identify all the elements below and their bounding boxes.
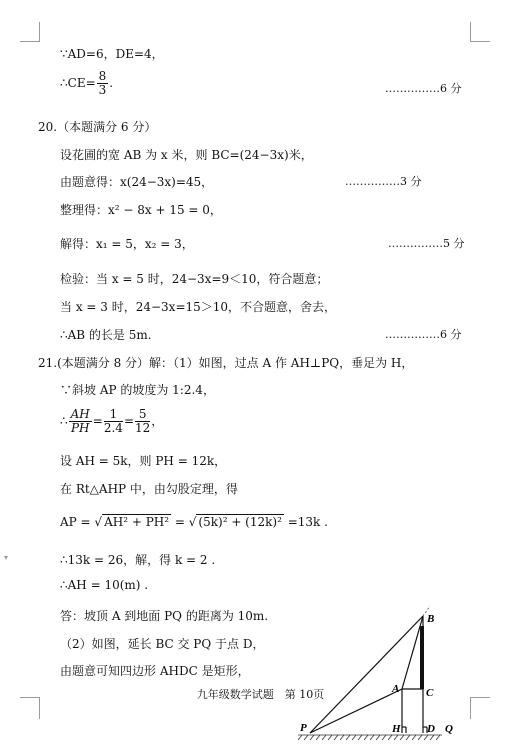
point-label-q: Q: [445, 723, 453, 735]
line-simplify: 整理得：x² − 8x + 15 = 0，: [60, 203, 222, 217]
fraction-numerator: 1: [104, 408, 123, 422]
line-part-2: （2）如图，延长 BC 交 PQ 于点 D，: [60, 637, 265, 651]
point-label-d: D: [427, 723, 435, 735]
line-check-3: 当 x = 3 时，24−3x=15＞10，不合题意，舍去，: [60, 300, 337, 314]
point-label-p: P: [300, 722, 307, 734]
equals-sign: =: [174, 515, 185, 529]
line-answer-1: 答：坡顶 A 到地面 PQ 的距离为 10m.: [60, 609, 269, 623]
score-3: ……………3 分: [345, 175, 422, 188]
point-label-c: C: [426, 687, 434, 699]
line-solve: 解得：x₁ = 5，x₂ = 3，: [60, 237, 194, 251]
equals-sign: =: [123, 414, 134, 428]
geometry-figure: [290, 604, 470, 744]
line-rectangle: 由题意可知四边形 AHDC 是矩形，: [60, 664, 250, 678]
question-21-heading: 21.(本题满分 8 分）解：（1）如图，过点 A 作 AH⊥PQ，垂足为 H，: [38, 356, 414, 370]
question-20-heading: 20.（本题满分 6 分）: [38, 120, 157, 134]
line-ah-value: ∴AH = 10(m) .: [60, 578, 149, 592]
line-pythagoras-intro: 在 Rt△AHP 中，由勾股定理，得: [60, 482, 238, 496]
crop-mark-top-left-h: [20, 41, 40, 42]
equals-sign: =: [92, 414, 103, 428]
sqrt-5k-12k: (5k)² + (12k)²: [198, 515, 282, 529]
fraction-5-12: [135, 408, 150, 435]
point-label-a: A: [392, 683, 400, 695]
line-ap-formula: AP = √ AH² + PH² = √ (5k)² + (12k)² =13k .: [60, 515, 328, 529]
line-slope: ∵斜坡 AP 的坡度为 1:2.4，: [60, 383, 215, 397]
fraction-numerator: 5: [135, 408, 150, 422]
sqrt-ah-ph: AH² + PH²: [104, 515, 170, 529]
fraction-numerator: 8: [98, 69, 107, 83]
score-5: ……………5 分: [388, 237, 465, 250]
fraction-denominator: 3: [98, 83, 107, 97]
fraction-denominator: 2.4: [103, 421, 123, 435]
line-ab-answer: ∴AB 的长是 5m.: [60, 328, 152, 342]
margin-marker: ▾: [4, 553, 9, 562]
page-footer: 九年级数学试题 第 10页: [196, 688, 325, 701]
line-solve-k: ∴13k = 26，解，得 k = 2 .: [60, 553, 216, 567]
ap-prefix: AP =: [60, 515, 91, 529]
crop-mark-top-left-v: [39, 22, 40, 42]
ground-hatching: [298, 735, 442, 740]
fraction-denominator: 12: [135, 421, 151, 435]
line-ratio: [60, 408, 163, 435]
fraction-ah-ph: [69, 408, 92, 435]
fraction-numerator: AH: [70, 407, 90, 421]
line-ce: [60, 70, 113, 97]
crop-mark-top-right-h: [470, 41, 490, 42]
fraction-8-3: [97, 70, 109, 97]
line-check-5: 检验：当 x = 5 时，24−3x=9＜10，符合题意；: [60, 272, 329, 286]
building-column: [420, 626, 424, 689]
ce-prefix: ∴CE=: [60, 76, 96, 90]
ce-suffix: .: [109, 76, 114, 90]
point-label-b: B: [427, 613, 435, 625]
line-equation: 由题意得：x(24−3x)=45，: [60, 175, 214, 189]
fraction-1-2-4: [104, 408, 123, 435]
line-ad-de: ∵AD=6，DE=4，: [60, 47, 164, 61]
figure-lines: [310, 616, 427, 733]
line-width-definition: 设花圃的宽 AB 为 x 米，则 BC=(24−3x)米，: [60, 148, 313, 162]
ratio-suffix: ，: [151, 414, 164, 428]
score-6-first: ……………6 分: [385, 82, 462, 95]
crop-mark-top-right-v: [470, 22, 471, 42]
score-6-second: ……………6 分: [385, 328, 462, 341]
therefore-symbol: ∴: [60, 414, 68, 428]
fraction-denominator: PH: [70, 421, 90, 435]
line-set-k: 设 AH = 5k，则 PH = 12k，: [60, 454, 227, 468]
ap-result: =13k .: [287, 515, 328, 529]
point-label-h: H: [392, 723, 401, 735]
